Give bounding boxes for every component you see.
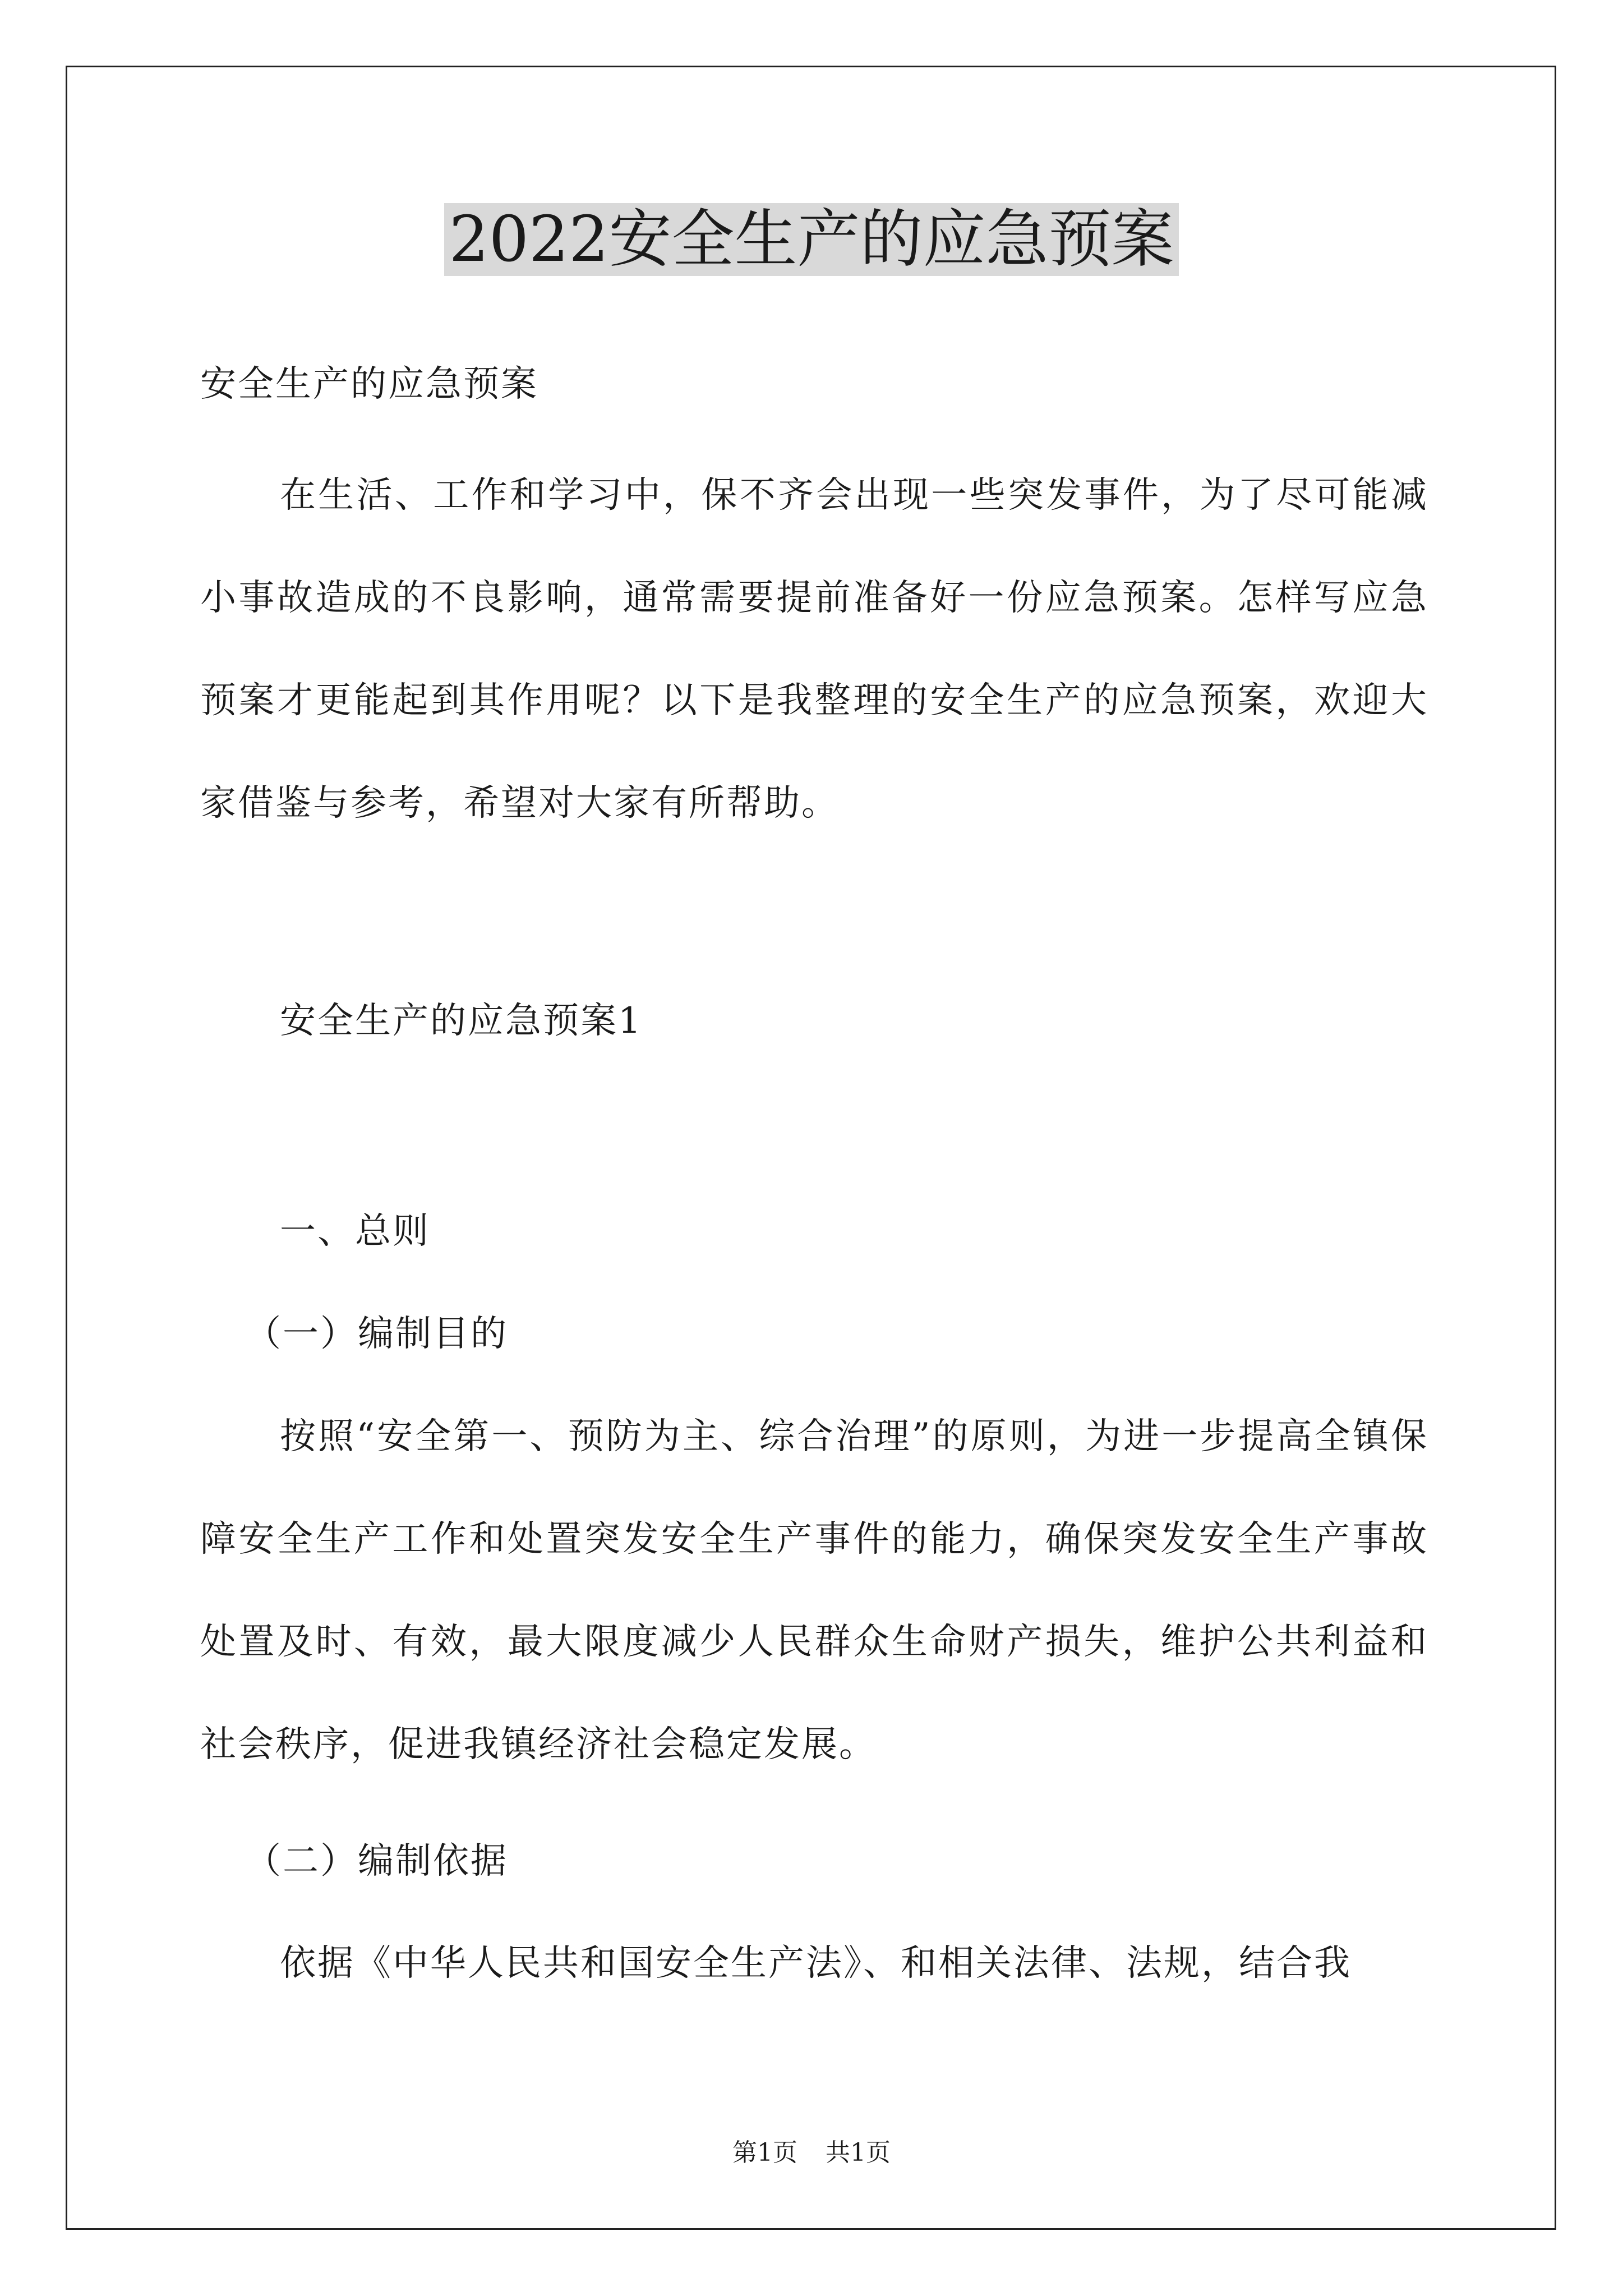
page-number-current: 第1页 [732, 2138, 797, 2167]
page-number-total: 共1页 [826, 2138, 891, 2167]
document-title-text: 2022安全生产的应急预案 [444, 203, 1178, 276]
chapter-heading: 一、总则 [280, 1211, 430, 1252]
page-footer [0, 2136, 1623, 2170]
subsection-heading-purpose: （一）编制目的 [245, 1313, 508, 1355]
section-heading: 安全生产的应急预案1 [280, 1000, 643, 1042]
document-title [0, 197, 1623, 282]
basis-paragraph: 依据《中华人民共和国安全生产法》、和相关法律、法规，结合我 [280, 1943, 1352, 1984]
purpose-paragraph: 按照“安全第一、预防为主、综合治理”的原则，为进一步提高全镇保障安全生产工作和处置突发安全生产事件的能力，确保突发安全生产事故处置及时、有效，最大限度减少人民群众生命财产损失，维护公共利益和社会秩序，促进我镇经济社会稳定发展。 [200, 1416, 1428, 1765]
intro-paragraph: 在生活、工作和学习中，保不齐会出现一些突发事件，为了尽可能减小事故造成的不良影响，通常需要提前准备好一份应急预案。怎样写应急预案才更能起到其作用呢？以下是我整理的安全生产的应急预案，欢迎大家借鉴与参考，希望对大家有所帮助。 [200, 475, 1428, 824]
document-subtitle: 安全生产的应急预案 [200, 364, 538, 405]
subsection-heading-basis: （二）编制依据 [245, 1841, 508, 1882]
